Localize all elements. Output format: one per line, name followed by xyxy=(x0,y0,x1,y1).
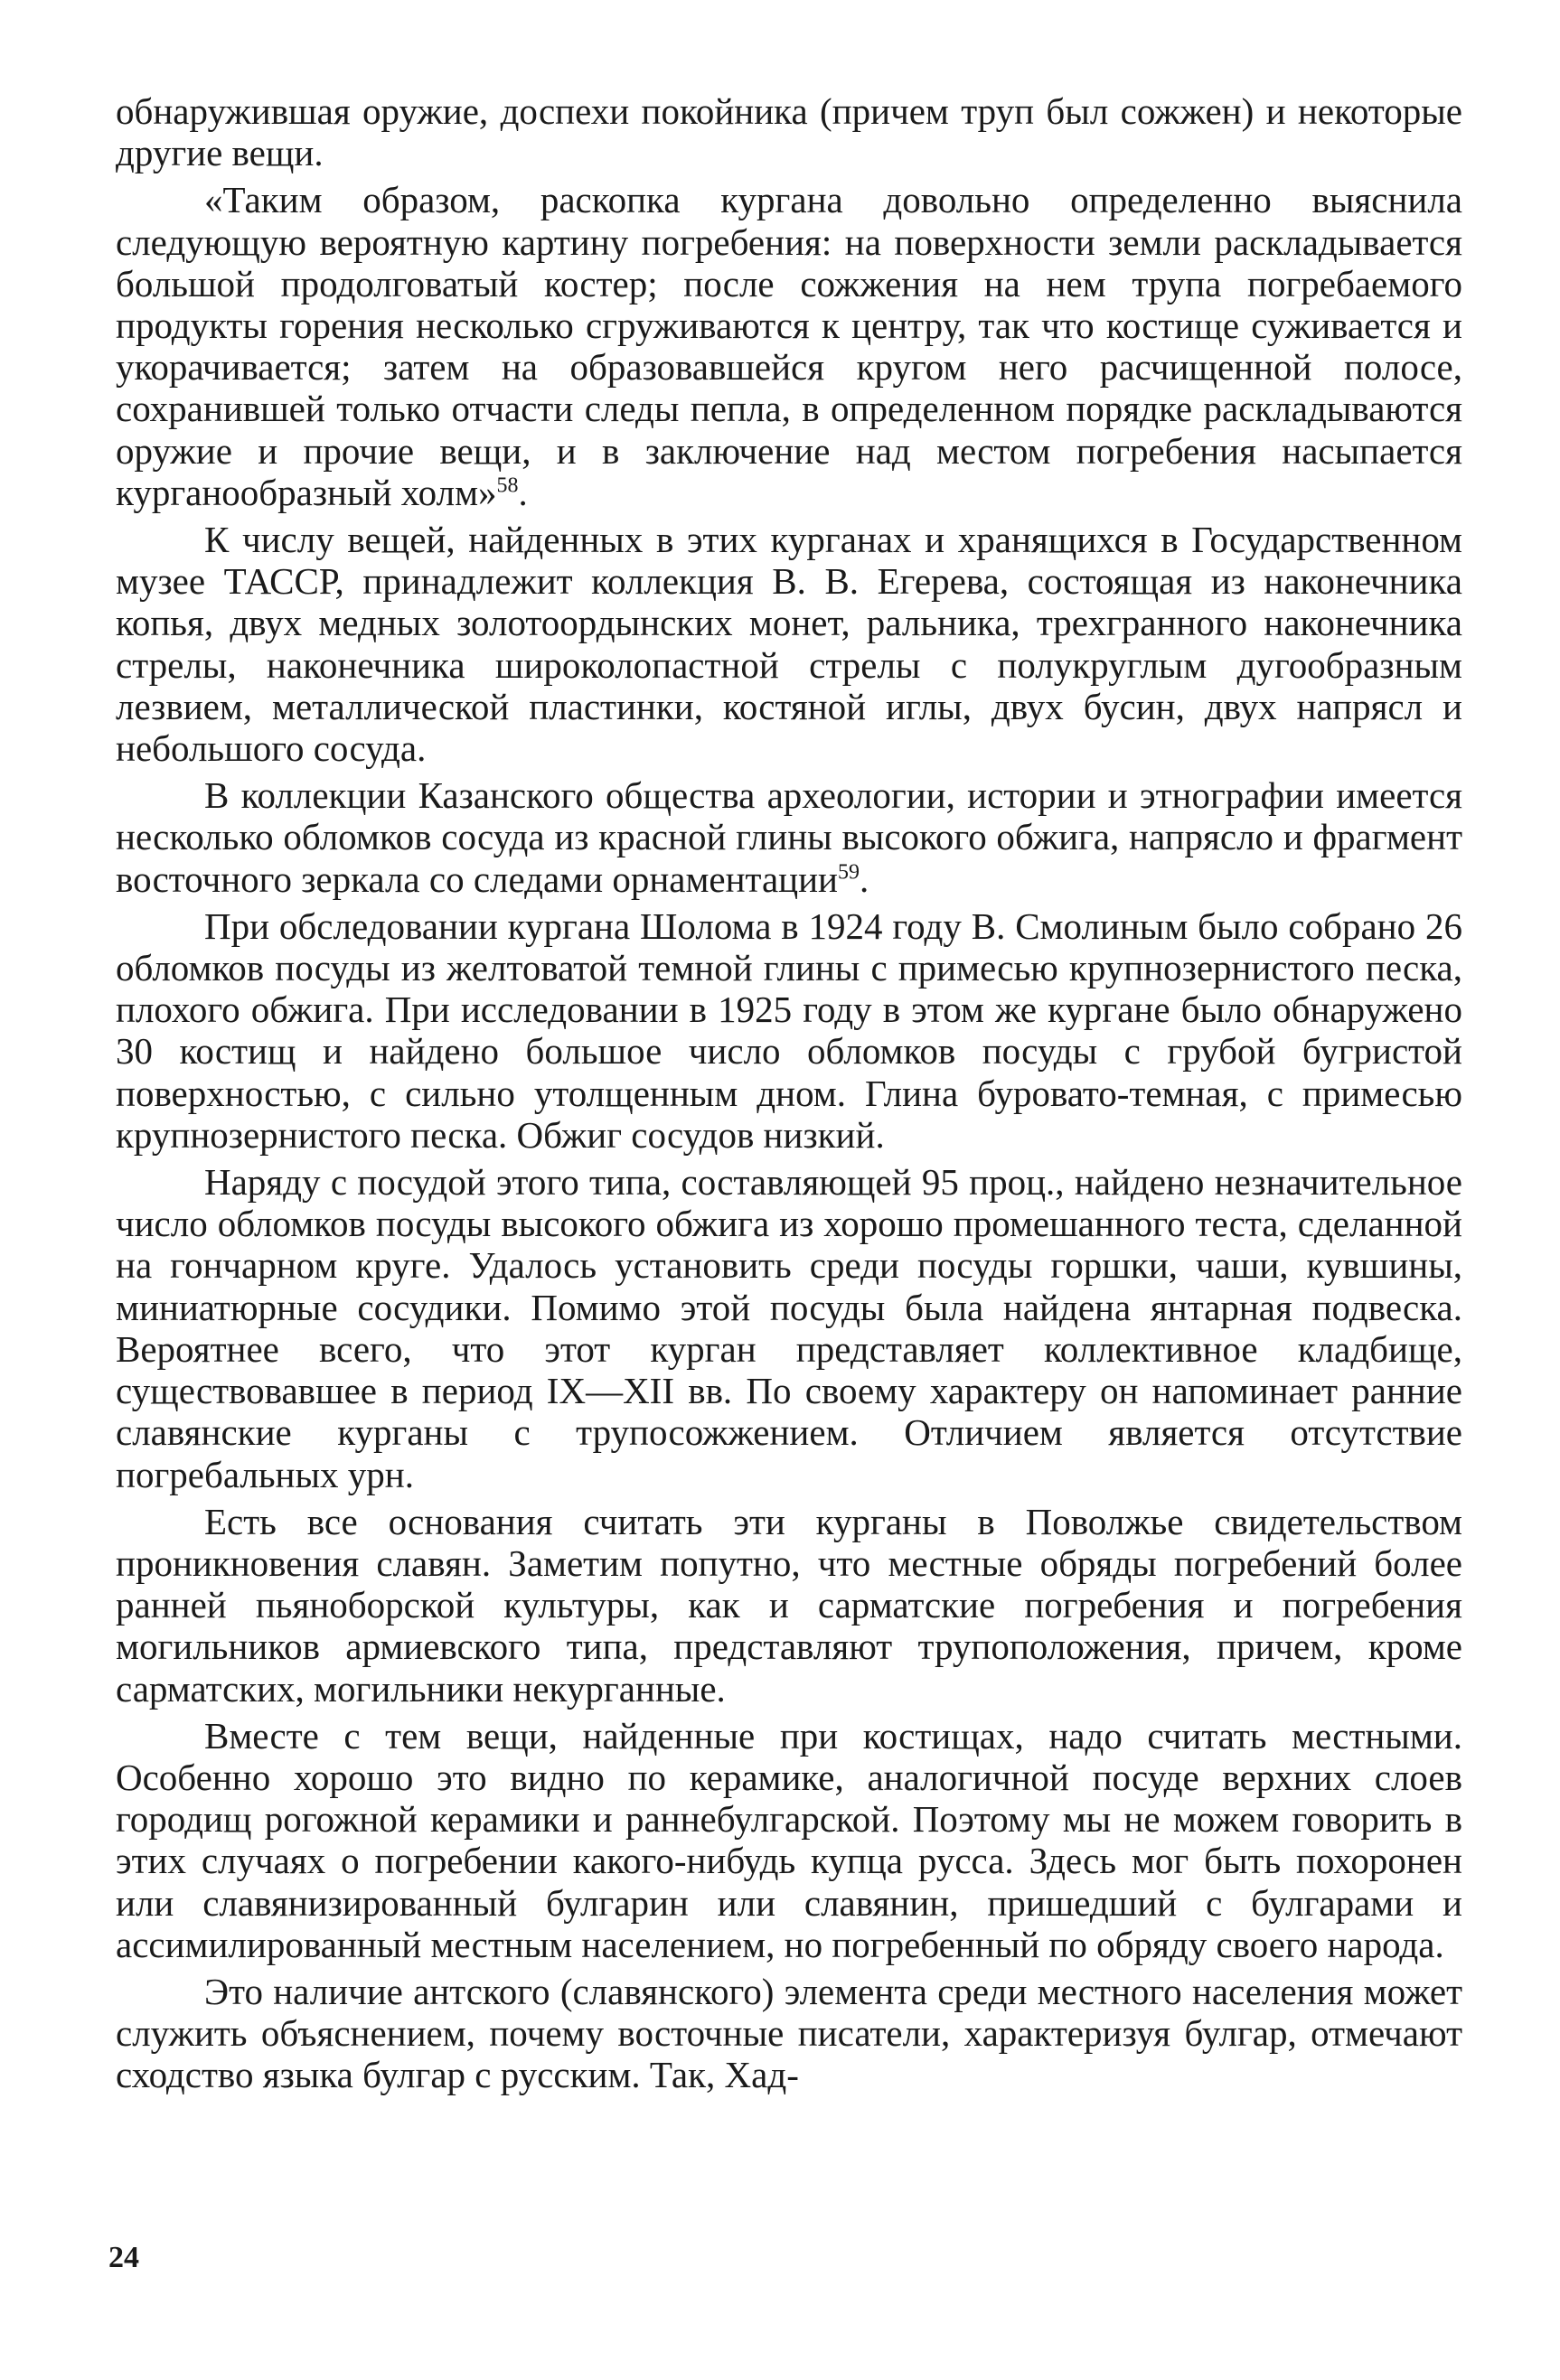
paragraph-2-quote: «Таким образом, раскопка кургана довольно определенно выяснила следующую вероятную картину погребения: на поверхности земли раскладывается большой продолговатый костер; после сожжения на нем трупа погребаемого продукты горения несколько сгруживаются к центру, так что костище суживается и укорачивается; затем на образовавшейся кругом него расчищенной полосе, сохранившей только отчасти следы пепла, в определенном порядке раскладываются оружие и прочие вещи, и в заключение над местом погребения насыпается курганообразный холм»$^{58}$. xyxy=(116,179,1462,513)
paragraph-1: обнаружившая оружие, доспехи покойника (причем труп был сожжен) и некоторые другие вещи. xyxy=(116,90,1462,174)
paragraph-3: К числу вещей, найденных в этих курганах и хранящихся в Государственном музее ТАССР, принадлежит коллекция В. В. Егерева, состоящая из наконечника копья, двух медных золотоордынских монет, ральника, трехгранного наконечника стрелы, наконечника широколопастной стрелы с полукруглым дугообразным лезвием, металлической пластинки, костяной иглы, двух бусин, двух напрясл и небольшого сосуда. xyxy=(116,519,1462,770)
paragraph-9: Это наличие антского (славянского) элемента среди местного населения может служить объяснением, почему восточные писатели, характеризуя булгар, отмечают сходство языка булгар с русским. Так, Хад- xyxy=(116,1970,1462,2096)
paragraph-6: Наряду с посудой этого типа, составляющей 95 проц., найдено незначительное число обломков посуды высокого обжига из хорошо промешанного теста, сделанной на гончарном круге. Удалось установить среди посуды горшки, чаши, кувшины, миниатюрные сосудики. Помимо этой посуды была найдена янтарная подвеска. Вероятнее всего, что этот курган представляет коллективное кладбище, существовавшее в период IX—XII вв. По своему характеру он напоминает ранние славянские курганы с трупосожжением. Отличием является отсутствие погребальных урн. xyxy=(116,1161,1462,1495)
page-number: 24 xyxy=(108,2241,139,2274)
paragraph-8: Вместе с тем вещи, найденные при костищах, надо считать местными. Особенно хорошо это видно по керамике, аналогичной посуде верхних слоев городищ рогожной керамики и раннебулгарской. Поэтому мы не можем говорить в этих случаях о погребении какого-нибудь купца русса. Здесь мог быть похоронен или славянизированный булгарин или славянин, пришедший с булгарами и ассимилированный местным населением, но погребенный по обряду своего народа. xyxy=(116,1714,1462,1965)
footnote-ref-59: 59 xyxy=(838,860,860,884)
paragraph-4: В коллекции Казанского общества археологии, истории и этнографии имеется несколько обломков сосуда из красной глины высокого обжига, напрясло и фрагмент восточного зеркала со следами орнаментации$^{59}$. xyxy=(116,774,1462,900)
footnote-ref-58: 58 xyxy=(496,473,519,498)
paragraph-7: Есть все основания считать эти курганы в Поволжье свидетельством проникновения славян. Заметим попутно, что местные обряды погребений более ранней пьяноборской культуры, как и сарматские погребения и погребения могильников армиевского типа, представляют трупоположения, причем, кроме сарматских, могильники некурганные. xyxy=(116,1500,1462,1710)
paragraph-5: При обследовании кургана Шолома в 1924 году В. Смолиным было собрано 26 обломков посуды из желтоватой темной глины с примесью крупнозернистого песка, плохого обжига. При исследовании в 1925 году в этом же кургане было обнаружено 30 костищ и найдено большое число обломков посуды с грубой бугристой поверхностью, с сильно утолщенным дном. Глина буровато-темная, с примесью крупнозернистого песка. Обжиг сосудов низкий. xyxy=(116,904,1462,1156)
page-body xyxy=(116,90,1462,2096)
